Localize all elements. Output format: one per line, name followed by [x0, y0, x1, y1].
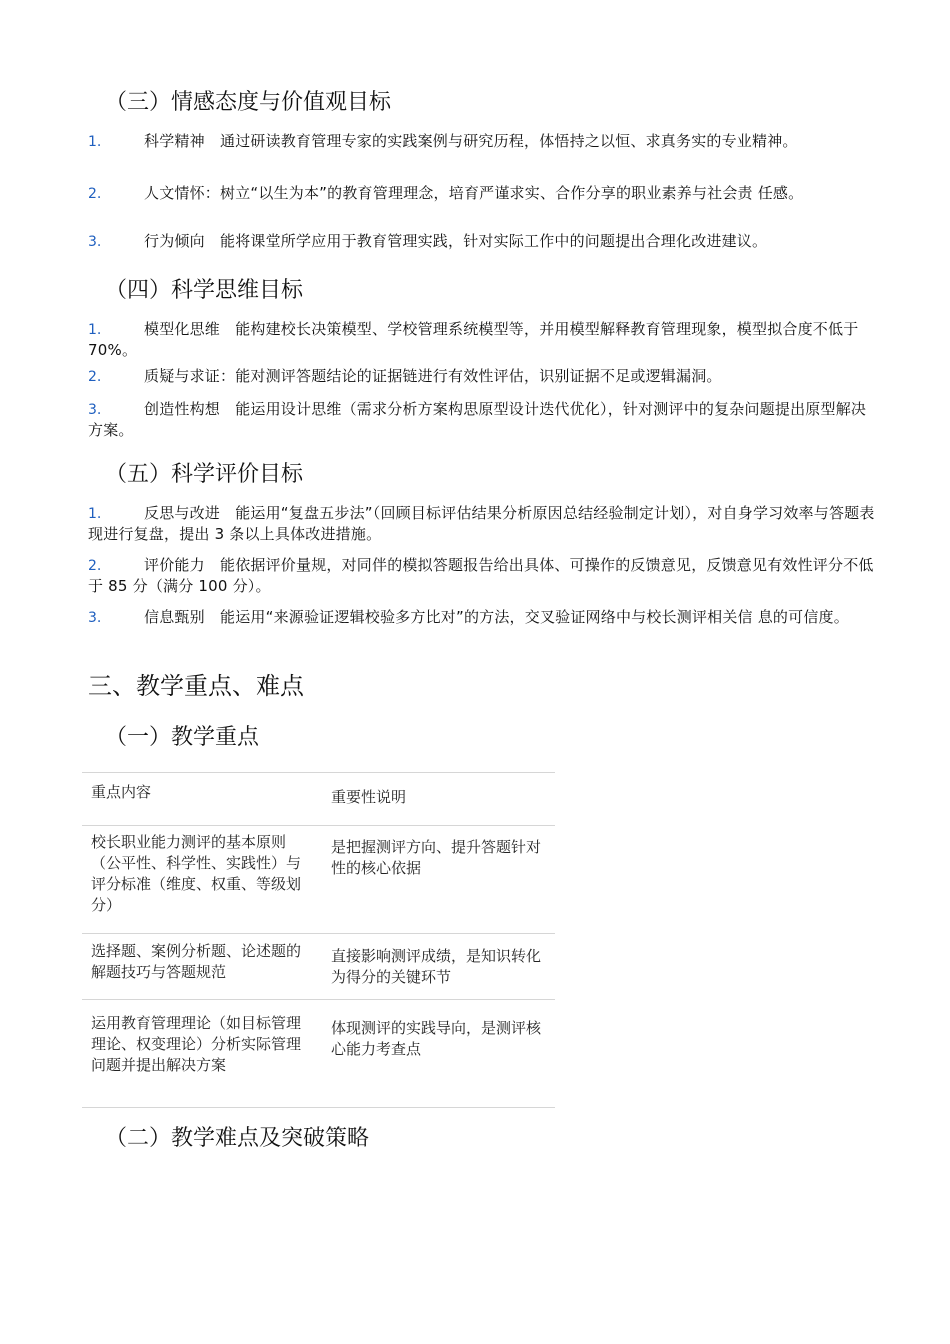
table-row — [82, 934, 555, 1000]
list-number: 3. — [88, 610, 102, 626]
section-heading-difficulties: （二）教学难点及突破策略 — [105, 1126, 370, 1151]
table-cell: 运用教育管理理论（如目标管理理论、权变理论）分析实际管理问题并提出解决方案 — [91, 1014, 302, 1074]
table-row — [82, 826, 555, 934]
list-item — [88, 183, 878, 204]
list-item — [88, 399, 878, 440]
list-number: 2. — [88, 369, 102, 385]
section-heading-evaluation: （五）科学评价目标 — [105, 462, 304, 487]
list-number: 1. — [88, 506, 102, 522]
list-item — [88, 555, 878, 596]
list-text: 信息甄别 能运用“来源验证逻辑校验多方比对”的方法，交叉验证网络中与校长测评相关信 息的可信度。 — [144, 608, 849, 626]
list-item — [88, 319, 878, 360]
table-cell: 是把握测评方向、提升答题针对性的核心依据 — [331, 838, 542, 877]
list-item — [88, 231, 878, 252]
list-item — [88, 503, 878, 544]
list-text: 反思与改进 能运用“复盘五步法”（回顾目标评估结果分析原因总结经验制定计划），对自身学习效率与答题表现进行复盘，提出 3 条以上具体改进措施。 — [88, 504, 875, 543]
list-item — [88, 131, 878, 152]
table-cell: 体现测评的实践导向，是测评核心能力考查点 — [331, 1019, 542, 1058]
list-item — [88, 607, 878, 628]
table-header-cell: 重点内容 — [91, 783, 152, 801]
list-number: 2. — [88, 186, 102, 202]
list-text: 评价能力 能依据评价量规，对同伴的模拟答题报告给出具体、可操作的反馈意见，反馈意见有效性评分不低于 85 分（满分 100 分）。 — [88, 556, 874, 595]
list-text: 科学精神 通过研读教育管理专家的实践案例与研究历程，体悟持之以恒、求真务实的专业精神。 — [144, 132, 798, 150]
table-cell: 直接影响测评成绩，是知识转化为得分的关键环节 — [331, 947, 542, 986]
table-row — [82, 1000, 555, 1108]
table-header-cell: 重要性说明 — [331, 788, 407, 806]
list-text: 质疑与求证：能对测评答题结论的证据链进行有效性评估，识别证据不足或逻辑漏洞。 — [144, 367, 722, 385]
list-number: 1. — [88, 134, 102, 150]
list-text: 人文情怀：树立“以生为本”的教育管理理念，培育严谨求实、合作分享的职业素养与社会责 任感。 — [144, 184, 804, 202]
list-number: 3. — [88, 402, 102, 418]
section-heading-key-points: （一）教学重点 — [105, 725, 260, 750]
table-header-row — [82, 773, 555, 826]
list-text: 模型化思维 能构建校长决策模型、学校管理系统模型等，并用模型解释教育管理现象，模型拟合度不低于 70%。 — [88, 320, 859, 359]
table-cell: 校长职业能力测评的基本原则（公平性、科学性、实践性）与评分标准（维度、权重、等级划分） — [91, 833, 302, 914]
section-heading-thinking: （四）科学思维目标 — [105, 278, 304, 303]
list-number: 2. — [88, 558, 102, 574]
section-heading-affective: （三）情感态度与价值观目标 — [105, 90, 392, 115]
list-number: 1. — [88, 322, 102, 338]
chapter-heading: 三、教学重点、难点 — [88, 672, 304, 700]
table-cell: 选择题、案例分析题、论述题的解题技巧与答题规范 — [91, 942, 302, 981]
list-text: 行为倾向 能将课堂所学应用于教育管理实践，针对实际工作中的问题提出合理化改进建议。 — [144, 232, 768, 250]
list-item — [88, 366, 878, 387]
key-points-table — [82, 772, 555, 1108]
list-text: 创造性构想 能运用设计思维（需求分析方案构思原型设计迭代优化），针对测评中的复杂问题提出原型解决方案。 — [88, 400, 867, 439]
list-number: 3. — [88, 234, 102, 250]
